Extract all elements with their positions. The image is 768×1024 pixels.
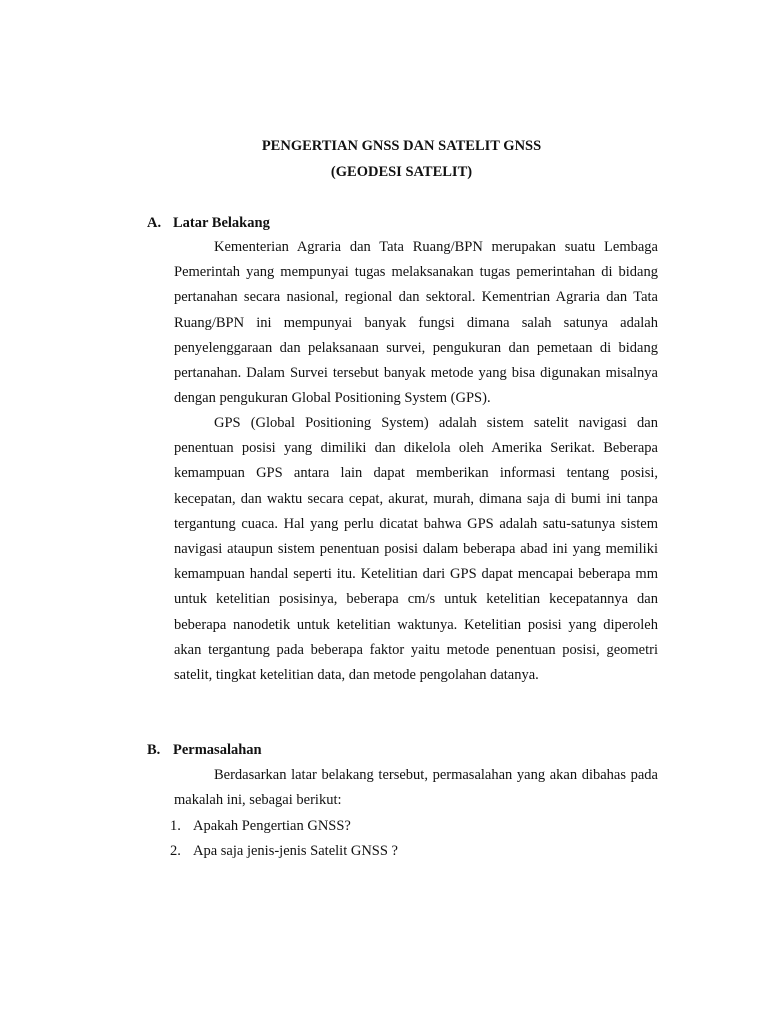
list-item — [170, 842, 398, 860]
document-title: PENGERTIAN GNSS DAN SATELIT GNSS — [261, 138, 542, 154]
list-number: 1. — [170, 818, 181, 834]
section-heading-b — [147, 741, 262, 759]
section-title: Latar Belakang — [173, 215, 270, 231]
section-title: Permasalahan — [173, 742, 262, 758]
document-subtitle: (GEODESI SATELIT) — [330, 164, 473, 180]
section-heading-a — [147, 214, 270, 232]
section-letter: B. — [147, 742, 161, 758]
list-item — [170, 817, 351, 835]
list-text: Apa saja jenis-jenis Satelit GNSS ? — [193, 843, 398, 859]
paragraph: Berdasarkan latar belakang tersebut, permasalahan yang akan dibahas pada makalah ini, sebagai berikut: — [174, 767, 658, 809]
section-letter: A. — [147, 215, 162, 231]
paragraph: Kementerian Agraria dan Tata Ruang/BPN merupakan suatu Lembaga Pemerintah yang mempunyai tugas melaksanakan tugas pemerintahan di bidang pertanahan secara nasional, regional dan sektoral. Kementrian Agraria dan Tata Ruang/BPN ini mempunyai banyak fungsi dimana salah satunya adalah penyelenggaraan dan pelaksanaan survei, pengukuran dan pemetaan di bidang pertanahan. Dalam Survei tersebut banyak metode yang bisa digunakan misalnya dengan pengukuran Global Positioning System (GPS). — [174, 239, 658, 407]
list-number: 2. — [170, 843, 181, 859]
paragraph: GPS (Global Positioning System) adalah sistem satelit navigasi dan penentuan posisi yang dimiliki dan dikelola oleh Amerika Serikat. Beberapa kemampuan GPS antara lain dapat memberikan informasi tentang posisi, kecepatan, dan waktu secara cepat, akurat, murah, dimana saja di bumi ini tanpa tergantung cuaca. Hal yang perlu dicatat bahwa GPS adalah satu-satunya sistem navigasi ataupun sistem penentuan posisi dalam beberapa abad ini yang memiliki kemampuan handal seperti itu. Ketelitian dari GPS dapat mencapai beberapa mm untuk ketelitian posisinya, beberapa cm/s untuk ketelitian kecepatannya dan beberapa nanodetik untuk ketelitian waktunya. Ketelitian posisi yang diperoleh akan tergantung pada beberapa faktor yaitu metode penentuan posisi, geometri satelit, tingkat ketelitian data, dan metode pengolahan datanya. — [174, 415, 658, 684]
list-text: Apakah Pengertian GNSS? — [193, 818, 351, 834]
